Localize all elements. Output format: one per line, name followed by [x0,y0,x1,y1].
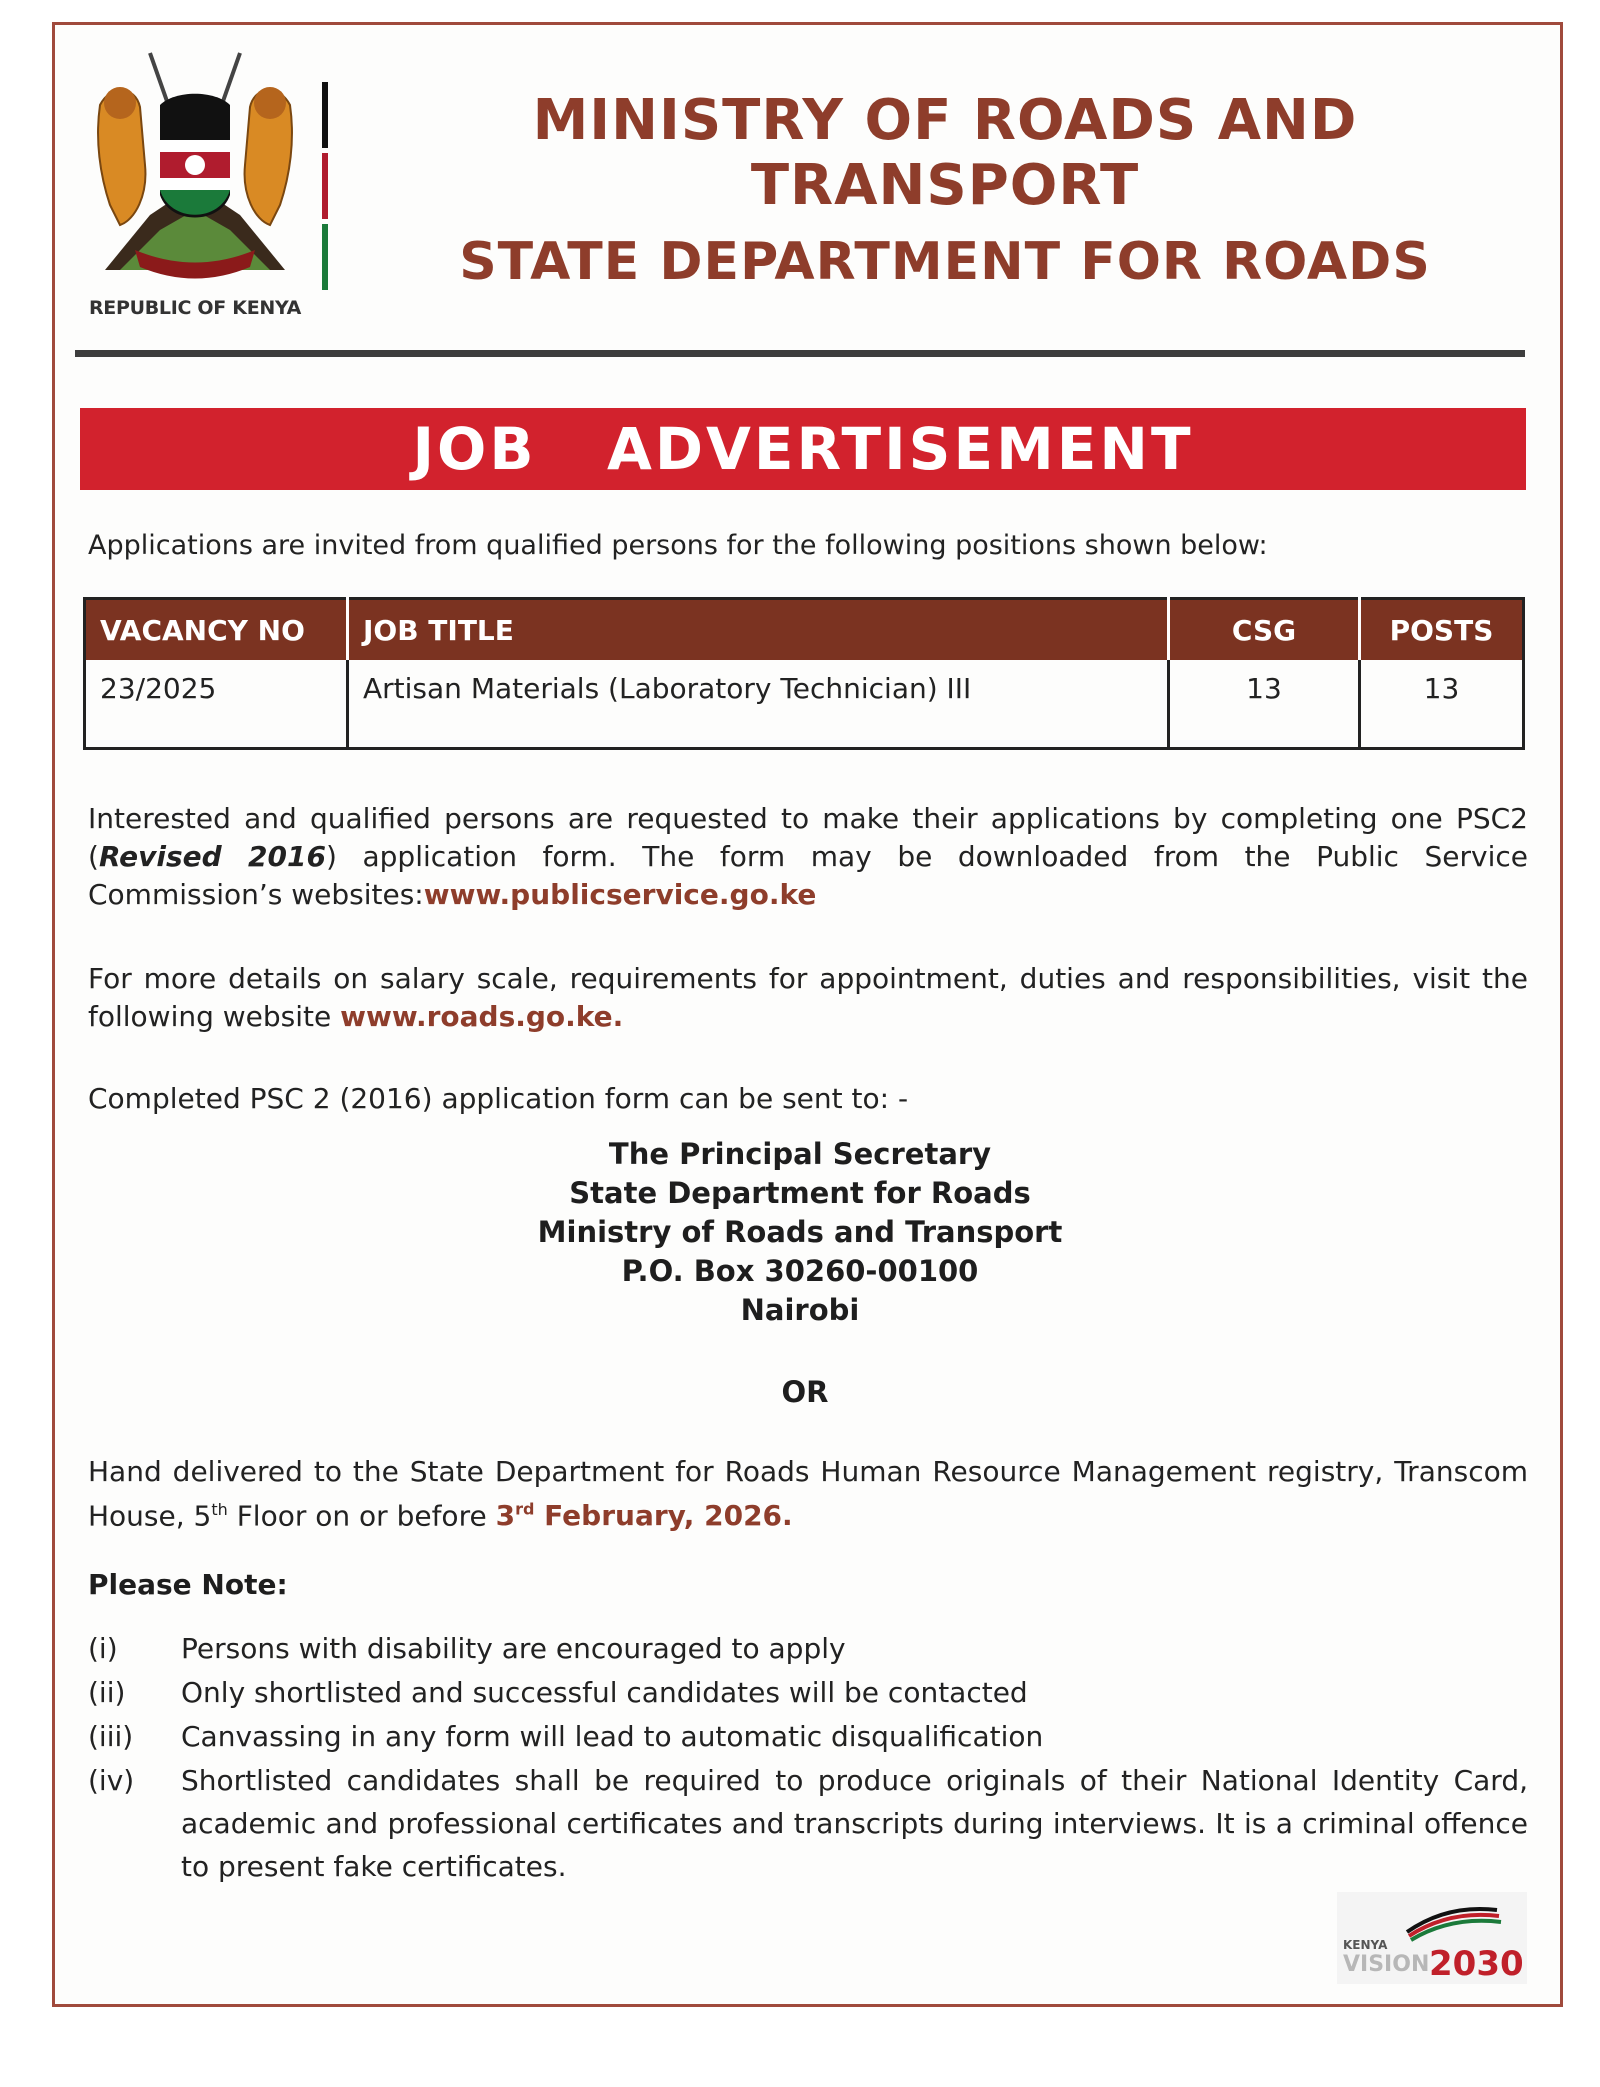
deadline-date [496,1499,793,1532]
para4-text-b: Floor on or before [227,1499,496,1533]
job-advertisement-banner: JOB ADVERTISEMENT [80,408,1526,490]
table-header-row [85,599,1524,661]
list-item [88,1671,1528,1714]
address-line: Nairobi [740,1293,860,1327]
address-line: State Department for Roads [569,1176,1031,1210]
para1-text-a: Interested and qualified persons are requested to make their applications by completing one PSC2 ( [88,802,1528,873]
vision-year: 2030 [1429,1944,1524,1984]
date-sup: rd [515,1500,535,1519]
cell-posts: 13 [1360,660,1524,748]
para4-sup: th [211,1500,228,1519]
header-vacancy-no: VACANCY NO [85,599,348,661]
notes-list [88,1627,1528,1889]
cell-csg: 13 [1169,660,1360,748]
para2-text: For more details on salary scale, requirements for appointment, duties and responsibilities, visit the following website [88,962,1528,1033]
note-text: Persons with disability are encouraged to apply [181,1632,846,1665]
table-row [85,660,1524,748]
send-to-text: Completed PSC 2 (2016) application form can be sent to: - [88,1082,909,1115]
crest-label: REPUBLIC OF KENYA [88,297,302,319]
revised-2016: Revised 2016 [98,840,326,873]
note-text: Canvassing in any form will lead to automatic disqualification [181,1720,1044,1753]
intro-text: Applications are invited from qualified persons for the following positions shown below: [88,530,1268,561]
note-number: (iii) [88,1720,134,1753]
postal-address [0,1135,1600,1330]
coat-of-arms-icon [90,45,300,295]
date-day: 3 [495,1499,516,1533]
details-paragraph [88,960,1528,1036]
date-rest: February, 2026. [534,1499,793,1533]
list-item [88,1627,1528,1670]
vacancy-table [83,597,1525,750]
vision-swoosh-icon [1337,1892,1527,1942]
or-separator: OR [781,1375,829,1409]
list-item [88,1715,1528,1758]
flag-bars [322,82,330,290]
note-number: (ii) [88,1676,126,1709]
address-line: P.O. Box 30260-00100 [621,1254,979,1288]
coat-of-arms [75,45,315,319]
note-text: Only shortlisted and successful candidates will be contacted [181,1676,1028,1709]
list-item [88,1759,1528,1888]
application-instructions [88,800,1528,914]
note-number: (iv) [88,1764,135,1797]
note-number: (i) [88,1632,118,1665]
header-posts: POSTS [1360,599,1524,661]
vision-2030-logo [1337,1892,1527,1984]
note-text: Shortlisted candidates shall be required to produce originals of their National Identity Card, academic and professional certificates and transcripts during interviews. It is a criminal offence to present fake certificates. [181,1764,1528,1883]
ministry-title: MINISTRY OF ROADS AND TRANSPORT [532,88,1358,218]
roads-link[interactable]: www.roads.go.ke. [340,1000,624,1033]
vision-kenya-label: KENYA [1343,1938,1388,1952]
para1-text-b: ) application form. The form may be downloaded from the Public Service Commission’s websites: [88,840,1528,911]
cell-job-title: Artisan Materials (Laboratory Technician) III [348,660,1169,748]
cell-vacancy-no: 23/2025 [100,672,217,705]
flag-bar-green [322,224,328,290]
para4-text-a: Hand delivered to the State Department for Roads Human Resource Management registry, Transcom House, 5 [88,1455,1528,1533]
vision-word: VISION [1343,1952,1430,1977]
department-title: STATE DEPARTMENT FOR ROADS [459,232,1431,292]
address-line: The Principal Secretary [608,1137,992,1171]
address-line: Ministry of Roads and Transport [537,1215,1063,1249]
publicservice-link[interactable]: www.publicservice.go.ke [423,878,817,911]
header-job-title: JOB TITLE [348,599,1169,661]
header-csg: CSG [1169,599,1360,661]
flag-bar-black [322,82,328,148]
flag-bar-red [322,153,328,219]
header-divider [75,350,1525,357]
please-note-title: Please Note: [88,1568,288,1601]
hand-delivery-paragraph [88,1453,1528,1535]
